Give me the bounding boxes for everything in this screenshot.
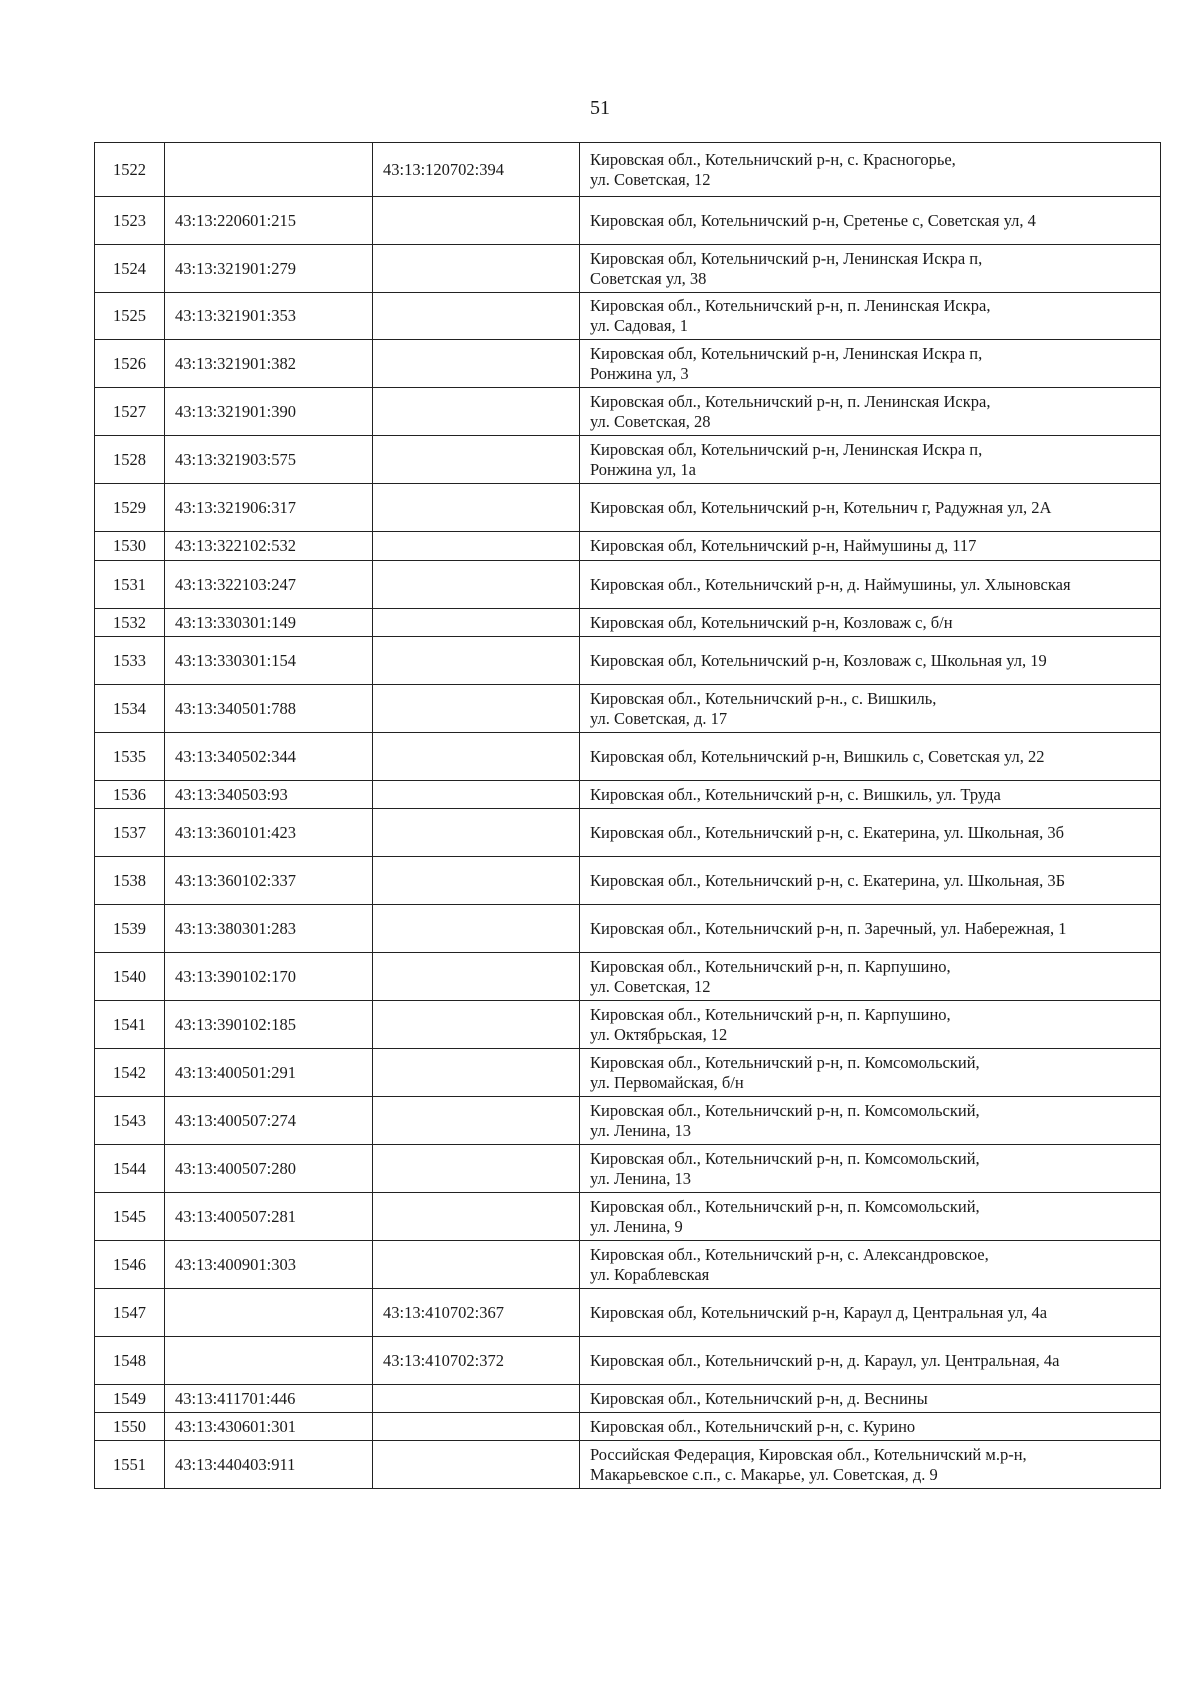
cadastral-number-alt-cell: 43:13:410702:372 <box>373 1337 580 1385</box>
table-row <box>95 436 1161 484</box>
address-line: Кировская обл., Котельничский р-н, п. Комсомольский, <box>590 1196 980 1216</box>
cadastral-number-alt-cell <box>373 340 580 388</box>
address-cell <box>580 340 1161 388</box>
cadastral-number-cell: 43:13:321901:353 <box>165 293 373 340</box>
table-row <box>95 733 1161 781</box>
cadastral-number-alt-cell <box>373 733 580 781</box>
table-row <box>95 1385 1161 1413</box>
cadastral-number-cell: 43:13:360102:337 <box>165 857 373 905</box>
table-row <box>95 532 1161 561</box>
address-line: Кировская обл., Котельничский р-н, п. Ленинская Искра, <box>590 296 991 315</box>
address-line: ул. Ленина, 9 <box>590 1216 683 1236</box>
row-number: 1527 <box>95 388 165 436</box>
table-row <box>95 1413 1161 1441</box>
cadastral-number-cell: 43:13:340502:344 <box>165 733 373 781</box>
table-row <box>95 484 1161 532</box>
row-number: 1545 <box>95 1193 165 1241</box>
cadastral-number-alt-cell <box>373 436 580 484</box>
table-row <box>95 1441 1161 1489</box>
table-row <box>95 143 1161 197</box>
address-line: Кировская обл., Котельничский р-н, с. Вишкиль, ул. Труда <box>590 784 1001 804</box>
cadastral-number-cell <box>165 1337 373 1385</box>
address-cell <box>580 685 1161 733</box>
table-row <box>95 809 1161 857</box>
cadastral-number-cell: 43:13:321906:317 <box>165 484 373 532</box>
cadastral-number-alt-cell: 43:13:410702:367 <box>373 1289 580 1337</box>
cadastral-number-cell: 43:13:330301:154 <box>165 637 373 685</box>
row-number: 1522 <box>95 143 165 197</box>
table-row <box>95 1289 1161 1337</box>
row-number: 1537 <box>95 809 165 857</box>
address-line: Советская ул, 38 <box>590 268 707 288</box>
cadastral-number-cell: 43:13:390102:170 <box>165 953 373 1001</box>
address-cell <box>580 436 1161 484</box>
cadastral-number-alt-cell <box>373 1193 580 1241</box>
cadastral-number-cell: 43:13:322102:532 <box>165 532 373 561</box>
address-line: Кировская обл., Котельничский р-н, п. Ленинская Искра, <box>590 391 991 411</box>
cadastral-number-cell: 43:13:330301:149 <box>165 609 373 637</box>
cadastral-number-cell: 43:13:390102:185 <box>165 1001 373 1049</box>
address-cell <box>580 1241 1161 1289</box>
address-line: ул. Первомайская, б/н <box>590 1072 744 1092</box>
row-number: 1547 <box>95 1289 165 1337</box>
address-cell <box>580 809 1161 857</box>
table-row <box>95 1241 1161 1289</box>
row-number: 1542 <box>95 1049 165 1097</box>
address-line: Кировская обл., Котельничский р-н, п. Комсомольский, <box>590 1052 980 1072</box>
cadastral-number-alt-cell <box>373 857 580 905</box>
cadastral-number-alt-cell <box>373 609 580 637</box>
row-number: 1534 <box>95 685 165 733</box>
cadastral-number-cell: 43:13:322103:247 <box>165 561 373 609</box>
address-line: Кировская обл., Котельничский р-н, п. Комсомольский, <box>590 1100 980 1120</box>
cadastral-number-cell: 43:13:220601:215 <box>165 197 373 245</box>
address-cell <box>580 1289 1161 1337</box>
address-line: Кировская обл, Котельничский р-н, Ленинская Искра п, <box>590 248 983 268</box>
table-row <box>95 1145 1161 1193</box>
address-line: ул. Садовая, 1 <box>590 316 688 335</box>
row-number: 1530 <box>95 532 165 561</box>
cadastral-number-alt-cell <box>373 1145 580 1193</box>
page-number: 51 <box>590 97 610 119</box>
address-cell <box>580 484 1161 532</box>
row-number: 1541 <box>95 1001 165 1049</box>
address-line: Кировская обл, Котельничский р-н, Сретенье с, Советская ул, 4 <box>590 210 1036 230</box>
cadastral-number-alt-cell <box>373 1049 580 1097</box>
address-cell <box>580 197 1161 245</box>
cadastral-number-cell: 43:13:340503:93 <box>165 781 373 809</box>
table-row <box>95 781 1161 809</box>
row-number: 1536 <box>95 781 165 809</box>
table-row <box>95 685 1161 733</box>
address-line: Кировская обл, Котельничский р-н, Котельнич г, Радужная ул, 2А <box>590 497 1052 517</box>
address-cell <box>580 1145 1161 1193</box>
address-line: ул. Октябрьская, 12 <box>590 1024 728 1044</box>
address-line: Кировская обл., Котельничский р-н, с. Екатерина, ул. Школьная, 3Б <box>590 870 1066 890</box>
cadastral-number-cell: 43:13:400507:280 <box>165 1145 373 1193</box>
row-number: 1526 <box>95 340 165 388</box>
address-cell <box>580 245 1161 293</box>
address-line: Кировская обл., Котельничский р-н, п. Карпушино, <box>590 956 951 976</box>
cadastral-number-alt-cell <box>373 809 580 857</box>
address-cell <box>580 781 1161 809</box>
address-line: Кировская обл, Котельничский р-н, Козловаж с, б/н <box>590 612 953 632</box>
row-number: 1544 <box>95 1145 165 1193</box>
table-row <box>95 561 1161 609</box>
address-line: Кировская обл, Котельничский р-н, Козловаж с, Школьная ул, 19 <box>590 650 1047 670</box>
cadastral-number-cell: 43:13:400501:291 <box>165 1049 373 1097</box>
cadastral-number-cell <box>165 143 373 197</box>
address-cell <box>580 293 1161 340</box>
cadastral-number-alt-cell <box>373 1413 580 1441</box>
cadastral-number-cell: 43:13:321901:279 <box>165 245 373 293</box>
address-line: ул. Советская, 12 <box>590 976 711 996</box>
address-cell <box>580 1441 1161 1489</box>
cadastral-number-alt-cell <box>373 1385 580 1413</box>
table-row <box>95 197 1161 245</box>
table-row <box>95 293 1161 340</box>
row-number: 1538 <box>95 857 165 905</box>
address-cell <box>580 1193 1161 1241</box>
address-line: Кировская обл., Котельничский р-н, д. Веснины <box>590 1388 928 1408</box>
row-number: 1524 <box>95 245 165 293</box>
cadastral-number-alt-cell <box>373 532 580 561</box>
address-cell <box>580 953 1161 1001</box>
address-cell <box>580 637 1161 685</box>
cadastral-number-cell: 43:13:321901:390 <box>165 388 373 436</box>
address-cell <box>580 1385 1161 1413</box>
address-line: Кировская обл, Котельничский р-н, Наймушины д, 117 <box>590 536 977 555</box>
table-row <box>95 905 1161 953</box>
table-row <box>95 1193 1161 1241</box>
address-line: Кировская обл., Котельничский р-н, с. Александровское, <box>590 1244 989 1264</box>
cadastral-number-alt-cell <box>373 1241 580 1289</box>
address-line: Кировская обл., Котельничский р-н, д. Наймушины, ул. Хлыновская <box>590 574 1071 594</box>
registry-body <box>95 143 1161 1489</box>
address-line: Кировская обл, Котельничский р-н, Ленинская Искра п, <box>590 439 983 459</box>
cadastral-number-alt-cell <box>373 953 580 1001</box>
address-line: Российская Федерация, Кировская обл., Котельничский м.р-н, <box>590 1444 1027 1464</box>
table-row <box>95 340 1161 388</box>
row-number: 1532 <box>95 609 165 637</box>
registry-table <box>94 142 1161 1489</box>
cadastral-number-cell: 43:13:321903:575 <box>165 436 373 484</box>
address-cell <box>580 1413 1161 1441</box>
table-row <box>95 245 1161 293</box>
table-row <box>95 637 1161 685</box>
cadastral-number-cell: 43:13:411701:446 <box>165 1385 373 1413</box>
row-number: 1535 <box>95 733 165 781</box>
cadastral-number-alt-cell: 43:13:120702:394 <box>373 143 580 197</box>
table-row <box>95 609 1161 637</box>
address-line: ул. Кораблевская <box>590 1264 710 1284</box>
address-line: ул. Ленина, 13 <box>590 1120 691 1140</box>
address-cell <box>580 857 1161 905</box>
row-number: 1550 <box>95 1413 165 1441</box>
address-line: Кировская обл., Котельничский р-н, д. Караул, ул. Центральная, 4а <box>590 1350 1060 1370</box>
cadastral-number-alt-cell <box>373 905 580 953</box>
address-line: ул. Ленина, 13 <box>590 1168 691 1188</box>
address-cell <box>580 561 1161 609</box>
cadastral-number-alt-cell <box>373 1097 580 1145</box>
cadastral-number-cell: 43:13:340501:788 <box>165 685 373 733</box>
cadastral-number-alt-cell <box>373 781 580 809</box>
cadastral-number-alt-cell <box>373 293 580 340</box>
row-number: 1540 <box>95 953 165 1001</box>
cadastral-number-alt-cell <box>373 1441 580 1489</box>
address-line: Кировская обл., Котельничский р-н, с. Красногорье, <box>590 149 956 169</box>
address-line: Кировская обл., Котельничский р-н, с. Екатерина, ул. Школьная, 3б <box>590 822 1065 842</box>
address-line: Кировская обл, Котельничский р-н, Ленинская Искра п, <box>590 343 983 363</box>
table-row <box>95 388 1161 436</box>
address-line: Ронжина ул, 1а <box>590 459 696 479</box>
address-line: ул. Советская, 12 <box>590 169 711 189</box>
row-number: 1539 <box>95 905 165 953</box>
address-line: Кировская обл., Котельничский р-н, п. Комсомольский, <box>590 1148 980 1168</box>
address-line: Кировская обл., Котельничский р-н, с. Курино <box>590 1416 916 1436</box>
cadastral-number-alt-cell <box>373 484 580 532</box>
table-row <box>95 857 1161 905</box>
cadastral-number-alt-cell <box>373 561 580 609</box>
address-line: Макарьевское с.п., с. Макарье, ул. Советская, д. 9 <box>590 1464 938 1484</box>
cadastral-number-cell: 43:13:400901:303 <box>165 1241 373 1289</box>
cadastral-number-cell: 43:13:440403:911 <box>165 1441 373 1489</box>
address-cell <box>580 143 1161 197</box>
cadastral-number-alt-cell <box>373 685 580 733</box>
row-number: 1528 <box>95 436 165 484</box>
address-cell <box>580 532 1161 561</box>
cadastral-number-cell: 43:13:321901:382 <box>165 340 373 388</box>
row-number: 1546 <box>95 1241 165 1289</box>
table-row <box>95 1097 1161 1145</box>
address-line: Кировская обл, Котельничский р-н, Караул д, Центральная ул, 4а <box>590 1302 1048 1322</box>
table-row <box>95 1001 1161 1049</box>
cadastral-number-alt-cell <box>373 245 580 293</box>
cadastral-number-cell: 43:13:400507:281 <box>165 1193 373 1241</box>
row-number: 1543 <box>95 1097 165 1145</box>
row-number: 1531 <box>95 561 165 609</box>
table-row <box>95 1337 1161 1385</box>
address-cell <box>580 388 1161 436</box>
cadastral-number-cell: 43:13:380301:283 <box>165 905 373 953</box>
address-cell <box>580 1049 1161 1097</box>
address-cell <box>580 609 1161 637</box>
row-number: 1533 <box>95 637 165 685</box>
address-cell <box>580 1337 1161 1385</box>
address-line: Кировская обл., Котельничский р-н., с. Вишкиль, <box>590 688 937 708</box>
cadastral-number-cell: 43:13:360101:423 <box>165 809 373 857</box>
row-number: 1523 <box>95 197 165 245</box>
address-cell <box>580 1001 1161 1049</box>
row-number: 1525 <box>95 293 165 340</box>
table-row <box>95 953 1161 1001</box>
table-row <box>95 1049 1161 1097</box>
cadastral-number-alt-cell <box>373 637 580 685</box>
cadastral-number-cell: 43:13:400507:274 <box>165 1097 373 1145</box>
address-line: ул. Советская, д. 17 <box>590 708 728 728</box>
address-line: ул. Советская, 28 <box>590 411 711 431</box>
address-line: Ронжина ул, 3 <box>590 363 689 383</box>
cadastral-number-alt-cell <box>373 388 580 436</box>
address-cell <box>580 733 1161 781</box>
row-number: 1529 <box>95 484 165 532</box>
address-cell <box>580 905 1161 953</box>
address-line: Кировская обл., Котельничский р-н, п. Заречный, ул. Набережная, 1 <box>590 918 1067 938</box>
row-number: 1551 <box>95 1441 165 1489</box>
cadastral-number-alt-cell <box>373 197 580 245</box>
row-number: 1548 <box>95 1337 165 1385</box>
address-cell <box>580 1097 1161 1145</box>
cadastral-number-alt-cell <box>373 1001 580 1049</box>
address-line: Кировская обл, Котельничский р-н, Вишкиль с, Советская ул, 22 <box>590 746 1045 766</box>
cadastral-number-cell: 43:13:430601:301 <box>165 1413 373 1441</box>
row-number: 1549 <box>95 1385 165 1413</box>
address-line: Кировская обл., Котельничский р-н, п. Карпушино, <box>590 1004 951 1024</box>
cadastral-number-cell <box>165 1289 373 1337</box>
